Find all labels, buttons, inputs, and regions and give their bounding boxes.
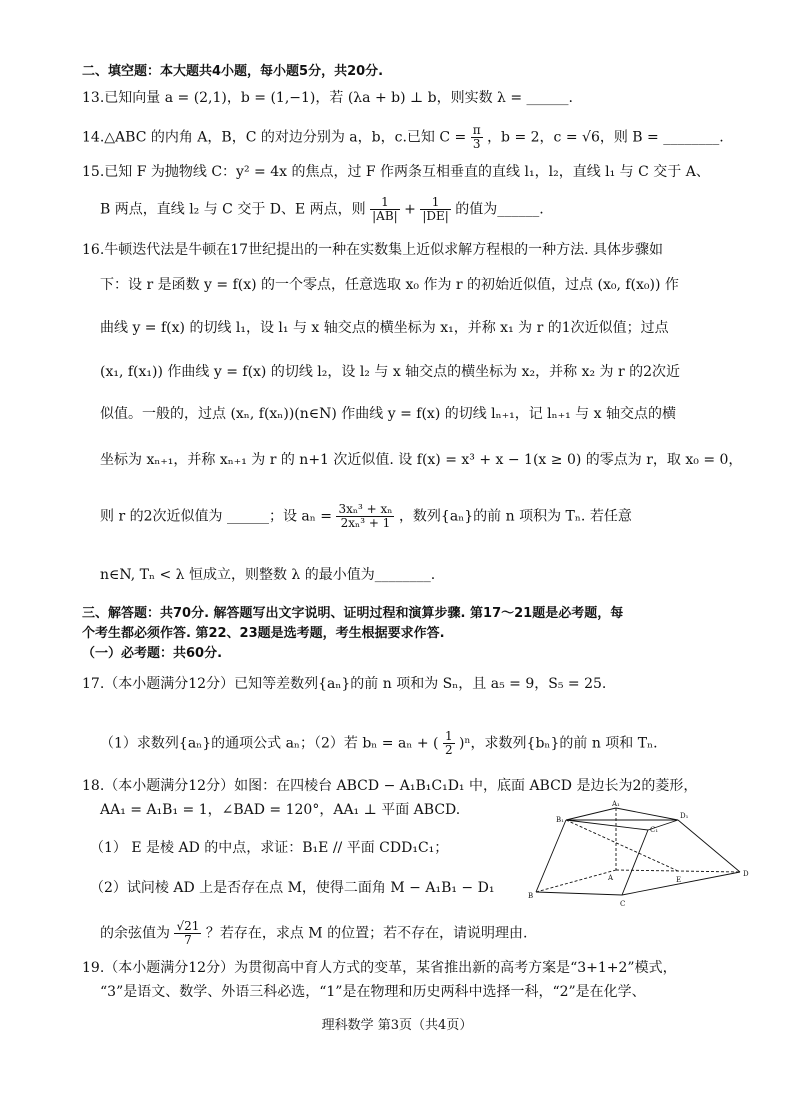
- question-17-line-2: [100, 730, 658, 757]
- label-E: E: [676, 876, 682, 884]
- question-14: [82, 124, 724, 151]
- section-3-line-2: 个考生都必须作答. 第22、23题是选考题，考生根据要求作答.: [82, 626, 445, 641]
- q16-frac-den: 2xₙ³ + 1: [340, 516, 391, 530]
- edge-b-c: [536, 892, 622, 895]
- question-18-line-2: AA₁ = A₁B₁ = 1，∠BAD = 120°，AA₁ ⊥ 平面 ABCD.: [100, 802, 461, 818]
- q18-fraction: [174, 920, 201, 947]
- edge-c1-c: [622, 830, 648, 895]
- label-A1: A₁: [612, 800, 620, 808]
- q15-text-b: 的值为______.: [455, 201, 544, 218]
- q18-text-b: ？若存在，求点 M 的位置；若不存在，请说明理由.: [205, 925, 528, 942]
- question-15-line-1: 15.已知 F 为抛物线 C：y² = 4x 的焦点，过 F 作两条互相垂直的直线 l₁，l₂，直线 l₁ 与 C 交于 A、: [82, 164, 710, 180]
- question-13: 13.已知向量 a = (2,1)，b = (1,−1)，若 (λa + b) ⊥ b，则实数 λ = ______.: [82, 90, 574, 106]
- section-3-line-1: 三、解答题：共70分. 解答题写出文字说明、证明过程和演算步骤. 第17～21题是必考题，每: [82, 606, 624, 621]
- q17-frac-num: 1: [444, 729, 453, 743]
- question-16-line-4: (x₁, f(x₁)) 作曲线 y = f(x) 的切线 l₂，设 l₂ 与 x 轴交点的横坐标为 x₂，并称 x₂ 为 r 的2次近: [100, 364, 681, 380]
- question-15-line-2: [100, 196, 544, 223]
- q15-f1-den: |AB|: [372, 209, 398, 223]
- q15-f2-num: 1: [420, 196, 450, 210]
- question-18-line-5: [100, 920, 528, 947]
- label-C1: C₁: [650, 826, 659, 834]
- q16-frac-num: 3xₙ³ + xₙ: [338, 502, 393, 516]
- q15-f2-den: |DE|: [422, 209, 449, 223]
- q15-text-a: B 两点，直线 l₂ 与 C 交于 D、E 两点，则: [100, 201, 366, 218]
- q14-frac-den: 3: [472, 137, 481, 151]
- q18-text-a: 的余弦值为: [100, 925, 170, 942]
- edge-d1-d: [678, 820, 740, 872]
- label-C: C: [620, 900, 626, 908]
- question-18-line-4: （2）试问棱 AD 上是否存在点 M，使得二面角 M − A₁B₁ − D₁: [90, 880, 495, 896]
- question-16-line-2: 下：设 r 是函数 y = f(x) 的一个零点，任意选取 x₀ 作为 r 的初始近似值，过点 (x₀, f(x₀)) 作: [100, 277, 679, 293]
- question-16-line-3: 曲线 y = f(x) 的切线 l₁，设 l₁ 与 x 轴交点的横坐标为 x₁，并称 x₁ 为 r 的1次近似值；过点: [100, 320, 669, 336]
- label-A: A: [608, 874, 614, 882]
- section-2-header: 二、填空题：本大题共4小题，每小题5分，共20分.: [82, 64, 384, 79]
- q18-frac-num: √21: [176, 919, 200, 933]
- edge-a-d: [616, 870, 740, 872]
- q18-frac-den: 7: [184, 933, 192, 947]
- q16-text-a: 则 r 的2次近似值为 ______；设 aₙ =: [100, 508, 332, 525]
- q16-text-b: ，数列{aₙ}的前 n 项积为 Tₙ. 若任意: [398, 508, 632, 525]
- question-16-line-1: 16.牛顿迭代法是牛顿在17世纪提出的一种在实数集上近似求解方程根的一种方法. 具体步骤如: [82, 242, 663, 258]
- question-18-line-3: （1） E 是棱 AD 的中点，求证：B₁E // 平面 CDD₁C₁；: [90, 840, 449, 856]
- label-B1: B₁: [556, 816, 564, 824]
- edge-b1-a1: [566, 808, 616, 820]
- q14-text-a: 14.△ABC 的内角 A，B，C 的对边分别为 a，b，c.已知 C =: [82, 129, 467, 146]
- q15-f1-num: 1: [370, 196, 400, 210]
- question-16-line-8: n∈N, Tₙ < λ 恒成立，则整数 λ 的最小值为________.: [100, 567, 436, 583]
- question-17-line-1: 17.（本小题满分12分）已知等差数列{aₙ}的前 n 项和为 Sₙ，且 a₅ = 9，S₅ = 25.: [82, 676, 607, 692]
- q16-fraction: [336, 503, 394, 530]
- label-B: B: [528, 892, 534, 900]
- q17-text-a: （1）求数列{aₙ}的通项公式 aₙ；（2）若 bₙ = aₙ + (: [100, 735, 439, 752]
- q14-fraction: [471, 124, 483, 151]
- q14-text-b: ，b = 2，c = √6，则 B = ________.: [487, 129, 724, 146]
- label-D1: D₁: [680, 812, 689, 820]
- edge-b1-c1: [566, 820, 648, 830]
- question-19-line-2: “3”是语文、数学、外语三科必选，“1”是在物理和历史两科中选择一科，“2”是在化学、: [100, 984, 646, 1000]
- q17-frac-den: 2: [444, 743, 453, 757]
- question-19-line-1: 19.（本小题满分12分）为贯彻高中育人方式的变革，某省推出新的高考方案是“3+1+2”模式，: [82, 960, 677, 976]
- edge-b-b1: [536, 820, 566, 892]
- question-16-line-7: [100, 503, 632, 530]
- segment-b1-e: [566, 820, 678, 871]
- section-3-line-3: （一）必考题：共60分.: [82, 646, 223, 661]
- edge-b-a: [536, 870, 616, 892]
- q15-fraction-1: [370, 196, 400, 223]
- q15-fraction-2: [420, 196, 450, 223]
- edge-a1-d1: [616, 808, 678, 820]
- q15-plus: +: [404, 201, 416, 218]
- question-16-line-6: 坐标为 xₙ₊₁，并称 xₙ₊₁ 为 r 的 n+1 次近似值. 设 f(x) = x³ + x − 1(x ≥ 0) 的零点为 r，取 x₀ = 0，: [100, 452, 743, 468]
- q17-fraction: [443, 730, 455, 757]
- q17-text-b: )ⁿ，求数列{bₙ}的前 n 项和 Tₙ.: [459, 735, 658, 752]
- page-footer: 理科数学 第3页（共4页）: [321, 1018, 473, 1033]
- frustum-figure: [528, 800, 768, 910]
- question-16-line-5: 似值。一般的，过点 (xₙ, f(xₙ))(n∈N) 作曲线 y = f(x) 的切线 lₙ₊₁，记 lₙ₊₁ 与 x 轴交点的横: [100, 406, 676, 422]
- q14-frac-num: π: [472, 123, 481, 137]
- question-18-line-1: 18.（本小题满分12分）如图：在四棱台 ABCD − A₁B₁C₁D₁ 中，底面 ABCD 是边长为2的菱形，: [82, 778, 698, 794]
- label-D: D: [743, 870, 749, 878]
